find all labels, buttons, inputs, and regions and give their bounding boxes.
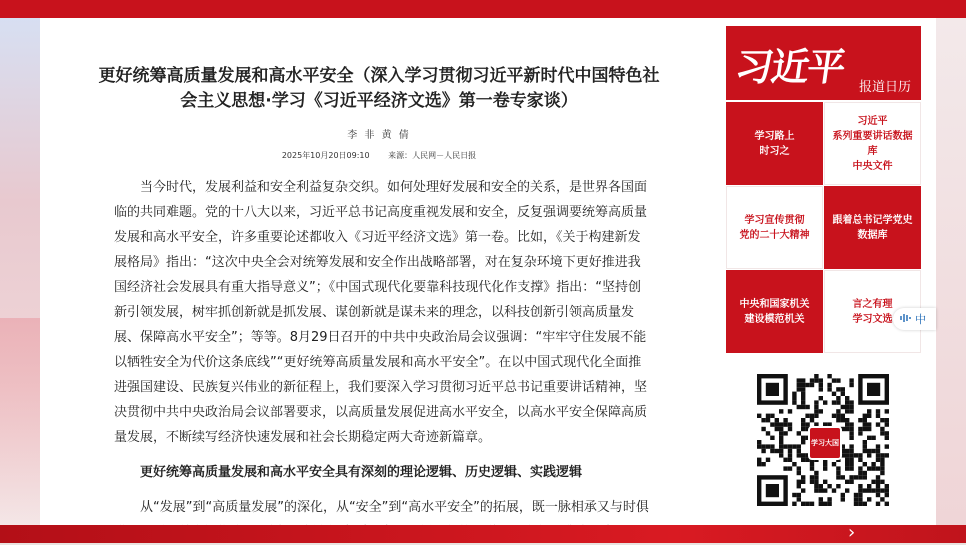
tile-model-organs[interactable]: 中央和国家机关 建设模范机关 — [726, 270, 823, 353]
tile-twentieth-congress[interactable]: 学习宣传贯彻 党的二十大精神 — [726, 186, 823, 269]
article-author: 李 非 黄 倩 — [347, 130, 411, 141]
qr-logo-text: 学习大国 — [811, 439, 839, 447]
soundwave-icon — [899, 312, 911, 327]
article — [86, 30, 672, 525]
article-meta — [86, 150, 672, 161]
floating-widget[interactable] — [893, 308, 936, 330]
floating-label: 中 — [915, 313, 926, 326]
bottom-red-bar — [0, 522, 966, 543]
qr-code — [747, 366, 899, 516]
article-body — [114, 175, 650, 545]
paragraph: 从“发展”到“高质量发展”的深化，从“安全”到“高水平安全”的拓展，既一脉相承又与时俱 — [140, 500, 649, 515]
banner-title: 习近平 — [732, 44, 847, 89]
article-date: 2025年10月20日09:10 — [281, 151, 370, 160]
section-heading: 更好统筹高质量发展和高水平安全具有深刻的理论逻辑、历史逻辑、实践逻辑 — [140, 465, 583, 480]
tile-party-history[interactable]: 跟着总书记学党史 数据库 — [824, 186, 921, 269]
chevron-right-icon: › — [848, 522, 856, 543]
qr-center-logo — [808, 426, 842, 460]
top-red-bar — [0, 0, 966, 18]
tile-study-selections[interactable]: 言之有理 学习文选 — [824, 270, 921, 353]
banner-subtitle: 报道日历 — [858, 80, 911, 95]
right-decoration — [936, 18, 966, 543]
article-source[interactable]: 来源：人民网－人民日报 — [388, 151, 477, 160]
article-title: 更好统筹高质量发展和高水平安全（深入学习贯彻习近平新时代中国特色社会主义思想·学习《习近平经济文选》第一卷专家谈） — [98, 66, 660, 111]
left-decoration — [0, 18, 40, 543]
paragraph: 当今时代，发展利益和安全利益复杂交织。如何处理好发展和安全的关系，是世界各国面临的共同难题。党的十八大以来，习近平总书记高度重视发展和安全，反复强调要统筹高质量发展和高水平安全，许多重要论述都收入《习近平经济文选》第一卷。比如，《关于构建新发展格局》指出：“这次中央全会对统筹发展和安全作出战略部署，对在复杂环境下更好推进我国经济社会发展具有重大指导意义”；《中国式现代化要靠科技现代化作支撑》指出：“坚持创新引领发展，树牢抓创新就是抓发展、谋创新就是谋未来的理念，以科技创新引领高质量发展、保障高水平安全”；等等。8月29日召开的中共中央政治局会议强调：“牢牢守住发展不能以牺牲安全为代价这条底线”“更好统筹高质量发展和高水平安全”。在以中国式现代化全面推进强国建设、民族复兴伟业的新征程上，我们要深入学习贯彻习近平总书记重要讲话精神，坚决贯彻中共中央政治局会议部署要求，以高质量发展促进高水平安全，以高水平安全保障高质量发展，不断续写经济快速发展和社会长期稳定两大奇迹新篇章。 — [114, 180, 648, 445]
tile-speech-database[interactable]: 习近平 系列重要讲话数据库 中央文件 — [824, 102, 921, 185]
tile-study-road[interactable]: 学习路上 时习之 — [726, 102, 823, 185]
calendar-banner[interactable] — [726, 26, 921, 100]
